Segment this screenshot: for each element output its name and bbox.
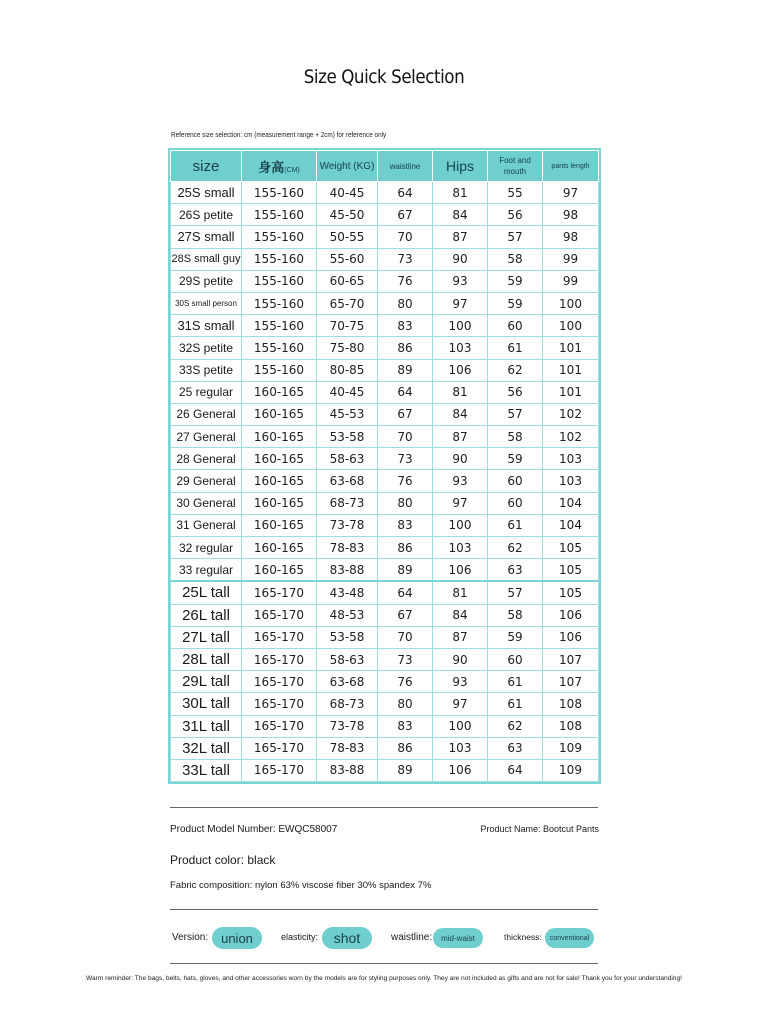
header-height-label: 身高 (258, 159, 285, 175)
cell-waist: 70 (378, 426, 433, 448)
cell-height: 160-165 (242, 403, 317, 425)
cell-length: 97 (543, 182, 599, 204)
table-row (171, 693, 599, 715)
cell-size: 29S petite (171, 270, 242, 292)
cell-length: 107 (543, 671, 599, 693)
table-row (171, 648, 599, 670)
cell-foot: 58 (488, 248, 543, 270)
table-row (171, 604, 599, 626)
cell-size: 30 General (171, 492, 242, 514)
cell-weight: 78-83 (317, 537, 378, 559)
cell-length: 106 (543, 626, 599, 648)
cell-size: 31L tall (171, 715, 242, 737)
cell-waist: 89 (378, 759, 433, 781)
cell-hips: 84 (433, 403, 488, 425)
table-row (171, 403, 599, 425)
cell-length: 104 (543, 492, 599, 514)
cell-length: 103 (543, 470, 599, 492)
cell-size: 30L tall (171, 693, 242, 715)
cell-height: 165-170 (242, 671, 317, 693)
cell-waist: 89 (378, 359, 433, 381)
table-row (171, 226, 599, 248)
cell-length: 99 (543, 270, 599, 292)
cell-length: 106 (543, 604, 599, 626)
cell-weight: 73-78 (317, 715, 378, 737)
cell-size: 26L tall (171, 604, 242, 626)
cell-weight: 73-78 (317, 514, 378, 536)
cell-hips: 81 (433, 381, 488, 403)
cell-weight: 70-75 (317, 315, 378, 337)
cell-height: 155-160 (242, 337, 317, 359)
cell-hips: 100 (433, 715, 488, 737)
cell-size: 31S small (171, 315, 242, 337)
header-hips: Hips (433, 151, 488, 182)
header-size: size (171, 151, 242, 182)
cell-weight: 63-68 (317, 470, 378, 492)
cell-waist: 73 (378, 248, 433, 270)
cell-hips: 84 (433, 604, 488, 626)
cell-foot: 62 (488, 715, 543, 737)
cell-size: 28L tall (171, 648, 242, 670)
cell-size: 27 General (171, 426, 242, 448)
table-row (171, 737, 599, 759)
cell-weight: 43-48 (317, 581, 378, 604)
cell-length: 103 (543, 448, 599, 470)
cell-hips: 97 (433, 292, 488, 314)
cell-waist: 70 (378, 226, 433, 248)
cell-weight: 60-65 (317, 270, 378, 292)
cell-length: 98 (543, 204, 599, 226)
version-badge (212, 927, 262, 949)
cell-foot: 60 (488, 315, 543, 337)
header-height (242, 151, 317, 182)
cell-height: 160-165 (242, 559, 317, 582)
cell-foot: 62 (488, 537, 543, 559)
cell-weight: 83-88 (317, 759, 378, 781)
cell-foot: 59 (488, 270, 543, 292)
cell-length: 101 (543, 337, 599, 359)
elasticity-badge (322, 927, 372, 949)
cell-hips: 106 (433, 559, 488, 582)
cell-length: 102 (543, 426, 599, 448)
cell-size: 31 General (171, 514, 242, 536)
table-row (171, 204, 599, 226)
cell-height: 160-165 (242, 426, 317, 448)
reference-note: Reference size selection: cm (measurement range + 2cm) for reference only (171, 130, 387, 139)
cell-waist: 80 (378, 693, 433, 715)
cell-hips: 103 (433, 537, 488, 559)
cell-waist: 83 (378, 514, 433, 536)
cell-waist: 86 (378, 737, 433, 759)
cell-length: 102 (543, 403, 599, 425)
cell-hips: 106 (433, 759, 488, 781)
table-row (171, 381, 599, 403)
cell-size: 32S petite (171, 337, 242, 359)
cell-weight: 45-53 (317, 403, 378, 425)
cell-waist: 76 (378, 470, 433, 492)
cell-hips: 81 (433, 581, 488, 604)
cell-foot: 60 (488, 470, 543, 492)
thickness-label: thickness: (504, 932, 542, 942)
cell-hips: 93 (433, 671, 488, 693)
cell-height: 160-165 (242, 514, 317, 536)
cell-hips: 87 (433, 426, 488, 448)
cell-length: 101 (543, 359, 599, 381)
cell-foot: 60 (488, 648, 543, 670)
cell-size: 30S small person (171, 292, 242, 314)
elasticity-value: shot (333, 930, 361, 946)
table-row (171, 426, 599, 448)
cell-waist: 70 (378, 626, 433, 648)
cell-foot: 59 (488, 448, 543, 470)
cell-length: 108 (543, 715, 599, 737)
cell-length: 105 (543, 559, 599, 582)
cell-height: 155-160 (242, 270, 317, 292)
cell-foot: 59 (488, 292, 543, 314)
cell-size: 29L tall (171, 671, 242, 693)
table-row (171, 182, 599, 204)
cell-length: 104 (543, 514, 599, 536)
cell-hips: 84 (433, 204, 488, 226)
cell-waist: 64 (378, 182, 433, 204)
cell-height: 165-170 (242, 604, 317, 626)
table-row (171, 248, 599, 270)
cell-waist: 86 (378, 537, 433, 559)
table-header-row (171, 151, 599, 182)
cell-weight: 53-58 (317, 426, 378, 448)
cell-foot: 57 (488, 226, 543, 248)
cell-foot: 56 (488, 204, 543, 226)
cell-height: 165-170 (242, 737, 317, 759)
cell-weight: 68-73 (317, 693, 378, 715)
table-row (171, 626, 599, 648)
cell-waist: 80 (378, 292, 433, 314)
cell-waist: 76 (378, 270, 433, 292)
warm-reminder: Warm reminder: The bags, belts, hats, gloves, and other accessories worn by the models are for styling purposes only. They are not included as gifts and are not for sale! Thank you for your understanding! (86, 975, 682, 982)
cell-waist: 64 (378, 381, 433, 403)
cell-waist: 67 (378, 204, 433, 226)
cell-waist: 73 (378, 448, 433, 470)
cell-hips: 106 (433, 359, 488, 381)
cell-waist: 76 (378, 671, 433, 693)
cell-hips: 90 (433, 448, 488, 470)
cell-waist: 83 (378, 715, 433, 737)
cell-hips: 100 (433, 315, 488, 337)
header-foot-mouth: Foot and mouth (488, 151, 543, 182)
cell-hips: 90 (433, 648, 488, 670)
cell-height: 160-165 (242, 470, 317, 492)
cell-height: 165-170 (242, 715, 317, 737)
waistline-label: waistline: (391, 932, 433, 943)
cell-length: 109 (543, 737, 599, 759)
cell-height: 155-160 (242, 315, 317, 337)
cell-weight: 68-73 (317, 492, 378, 514)
product-model-number: Product Model Number: EWQC58007 (170, 824, 338, 835)
cell-length: 100 (543, 292, 599, 314)
cell-foot: 55 (488, 182, 543, 204)
divider-middle (170, 909, 598, 910)
header-waistline: waistline (378, 151, 433, 182)
table-row (171, 270, 599, 292)
cell-length: 98 (543, 226, 599, 248)
cell-foot: 59 (488, 626, 543, 648)
cell-foot: 60 (488, 492, 543, 514)
table-row (171, 559, 599, 582)
cell-weight: 58-63 (317, 448, 378, 470)
cell-size: 29 General (171, 470, 242, 492)
cell-size: 26 General (171, 403, 242, 425)
cell-height: 155-160 (242, 359, 317, 381)
table-row (171, 514, 599, 536)
cell-size: 32L tall (171, 737, 242, 759)
cell-weight: 80-85 (317, 359, 378, 381)
thickness-badge (545, 928, 594, 948)
cell-size: 33S petite (171, 359, 242, 381)
cell-foot: 61 (488, 693, 543, 715)
table-row (171, 715, 599, 737)
cell-hips: 90 (433, 248, 488, 270)
cell-foot: 61 (488, 337, 543, 359)
cell-height: 165-170 (242, 648, 317, 670)
cell-weight: 78-83 (317, 737, 378, 759)
cell-length: 99 (543, 248, 599, 270)
cell-foot: 57 (488, 403, 543, 425)
product-name: Product Name: Bootcut Pants (480, 824, 599, 834)
table-row (171, 759, 599, 781)
version-value: union (221, 930, 253, 946)
cell-height: 165-170 (242, 626, 317, 648)
cell-foot: 64 (488, 759, 543, 781)
header-height-unit: (CM) (284, 166, 300, 174)
cell-weight: 48-53 (317, 604, 378, 626)
cell-height: 155-160 (242, 226, 317, 248)
cell-size: 27S small (171, 226, 242, 248)
cell-height: 165-170 (242, 581, 317, 604)
cell-hips: 97 (433, 492, 488, 514)
cell-foot: 61 (488, 671, 543, 693)
cell-hips: 103 (433, 737, 488, 759)
cell-foot: 58 (488, 604, 543, 626)
cell-waist: 86 (378, 337, 433, 359)
cell-size: 28S small guy (171, 248, 242, 270)
cell-length: 108 (543, 693, 599, 715)
header-pants-length: pants length (543, 151, 599, 182)
cell-length: 101 (543, 381, 599, 403)
table-row (171, 671, 599, 693)
cell-weight: 63-68 (317, 671, 378, 693)
cell-hips: 97 (433, 693, 488, 715)
cell-height: 155-160 (242, 204, 317, 226)
cell-hips: 81 (433, 182, 488, 204)
cell-waist: 89 (378, 559, 433, 582)
cell-height: 160-165 (242, 492, 317, 514)
table-row (171, 492, 599, 514)
cell-height: 160-165 (242, 537, 317, 559)
cell-height: 155-160 (242, 292, 317, 314)
cell-foot: 58 (488, 426, 543, 448)
page-title: Size Quick Selection (303, 66, 465, 88)
divider-top (170, 807, 598, 808)
cell-size: 26S petite (171, 204, 242, 226)
cell-weight: 58-63 (317, 648, 378, 670)
divider-bottom (170, 963, 598, 964)
cell-size: 28 General (171, 448, 242, 470)
cell-foot: 62 (488, 359, 543, 381)
cell-weight: 65-70 (317, 292, 378, 314)
cell-weight: 50-55 (317, 226, 378, 248)
cell-hips: 93 (433, 470, 488, 492)
table-row (171, 359, 599, 381)
cell-weight: 55-60 (317, 248, 378, 270)
cell-weight: 75-80 (317, 337, 378, 359)
cell-height: 160-165 (242, 448, 317, 470)
cell-size: 33L tall (171, 759, 242, 781)
cell-length: 105 (543, 581, 599, 604)
cell-waist: 73 (378, 648, 433, 670)
table-row (171, 292, 599, 314)
cell-weight: 40-45 (317, 182, 378, 204)
cell-hips: 87 (433, 626, 488, 648)
cell-waist: 80 (378, 492, 433, 514)
product-color: Product color: black (170, 853, 276, 867)
fabric-composition: Fabric composition: nylon 63% viscose fiber 30% spandex 7% (170, 880, 432, 891)
cell-weight: 83-88 (317, 559, 378, 582)
elasticity-label: elasticity: (281, 932, 319, 942)
table-row (171, 537, 599, 559)
cell-foot: 57 (488, 581, 543, 604)
cell-size: 25 regular (171, 381, 242, 403)
table-row (171, 470, 599, 492)
cell-size: 32 regular (171, 537, 242, 559)
cell-foot: 61 (488, 514, 543, 536)
cell-weight: 40-45 (317, 381, 378, 403)
cell-foot: 63 (488, 559, 543, 582)
waistline-value: mid-waist (441, 933, 475, 943)
table-row (171, 315, 599, 337)
table-row (171, 448, 599, 470)
cell-height: 160-165 (242, 381, 317, 403)
size-chart-table (170, 150, 599, 782)
cell-length: 107 (543, 648, 599, 670)
cell-hips: 100 (433, 514, 488, 536)
header-weight: Weight (KG) (317, 151, 378, 182)
cell-height: 155-160 (242, 182, 317, 204)
cell-waist: 64 (378, 581, 433, 604)
cell-height: 155-160 (242, 248, 317, 270)
cell-height: 165-170 (242, 693, 317, 715)
cell-hips: 103 (433, 337, 488, 359)
version-label: Version: (172, 932, 209, 943)
cell-height: 165-170 (242, 759, 317, 781)
cell-length: 100 (543, 315, 599, 337)
thickness-value: conventional (549, 934, 590, 942)
cell-waist: 67 (378, 403, 433, 425)
table-body (171, 182, 599, 782)
cell-length: 109 (543, 759, 599, 781)
cell-size: 33 regular (171, 559, 242, 582)
cell-hips: 87 (433, 226, 488, 248)
cell-waist: 67 (378, 604, 433, 626)
cell-weight: 53-58 (317, 626, 378, 648)
table-row (171, 337, 599, 359)
table-row (171, 581, 599, 604)
cell-length: 105 (543, 537, 599, 559)
cell-size: 27L tall (171, 626, 242, 648)
cell-weight: 45-50 (317, 204, 378, 226)
cell-waist: 83 (378, 315, 433, 337)
cell-hips: 93 (433, 270, 488, 292)
waistline-badge (433, 928, 483, 948)
cell-foot: 56 (488, 381, 543, 403)
cell-size: 25S small (171, 182, 242, 204)
cell-size: 25L tall (171, 581, 242, 604)
cell-foot: 63 (488, 737, 543, 759)
